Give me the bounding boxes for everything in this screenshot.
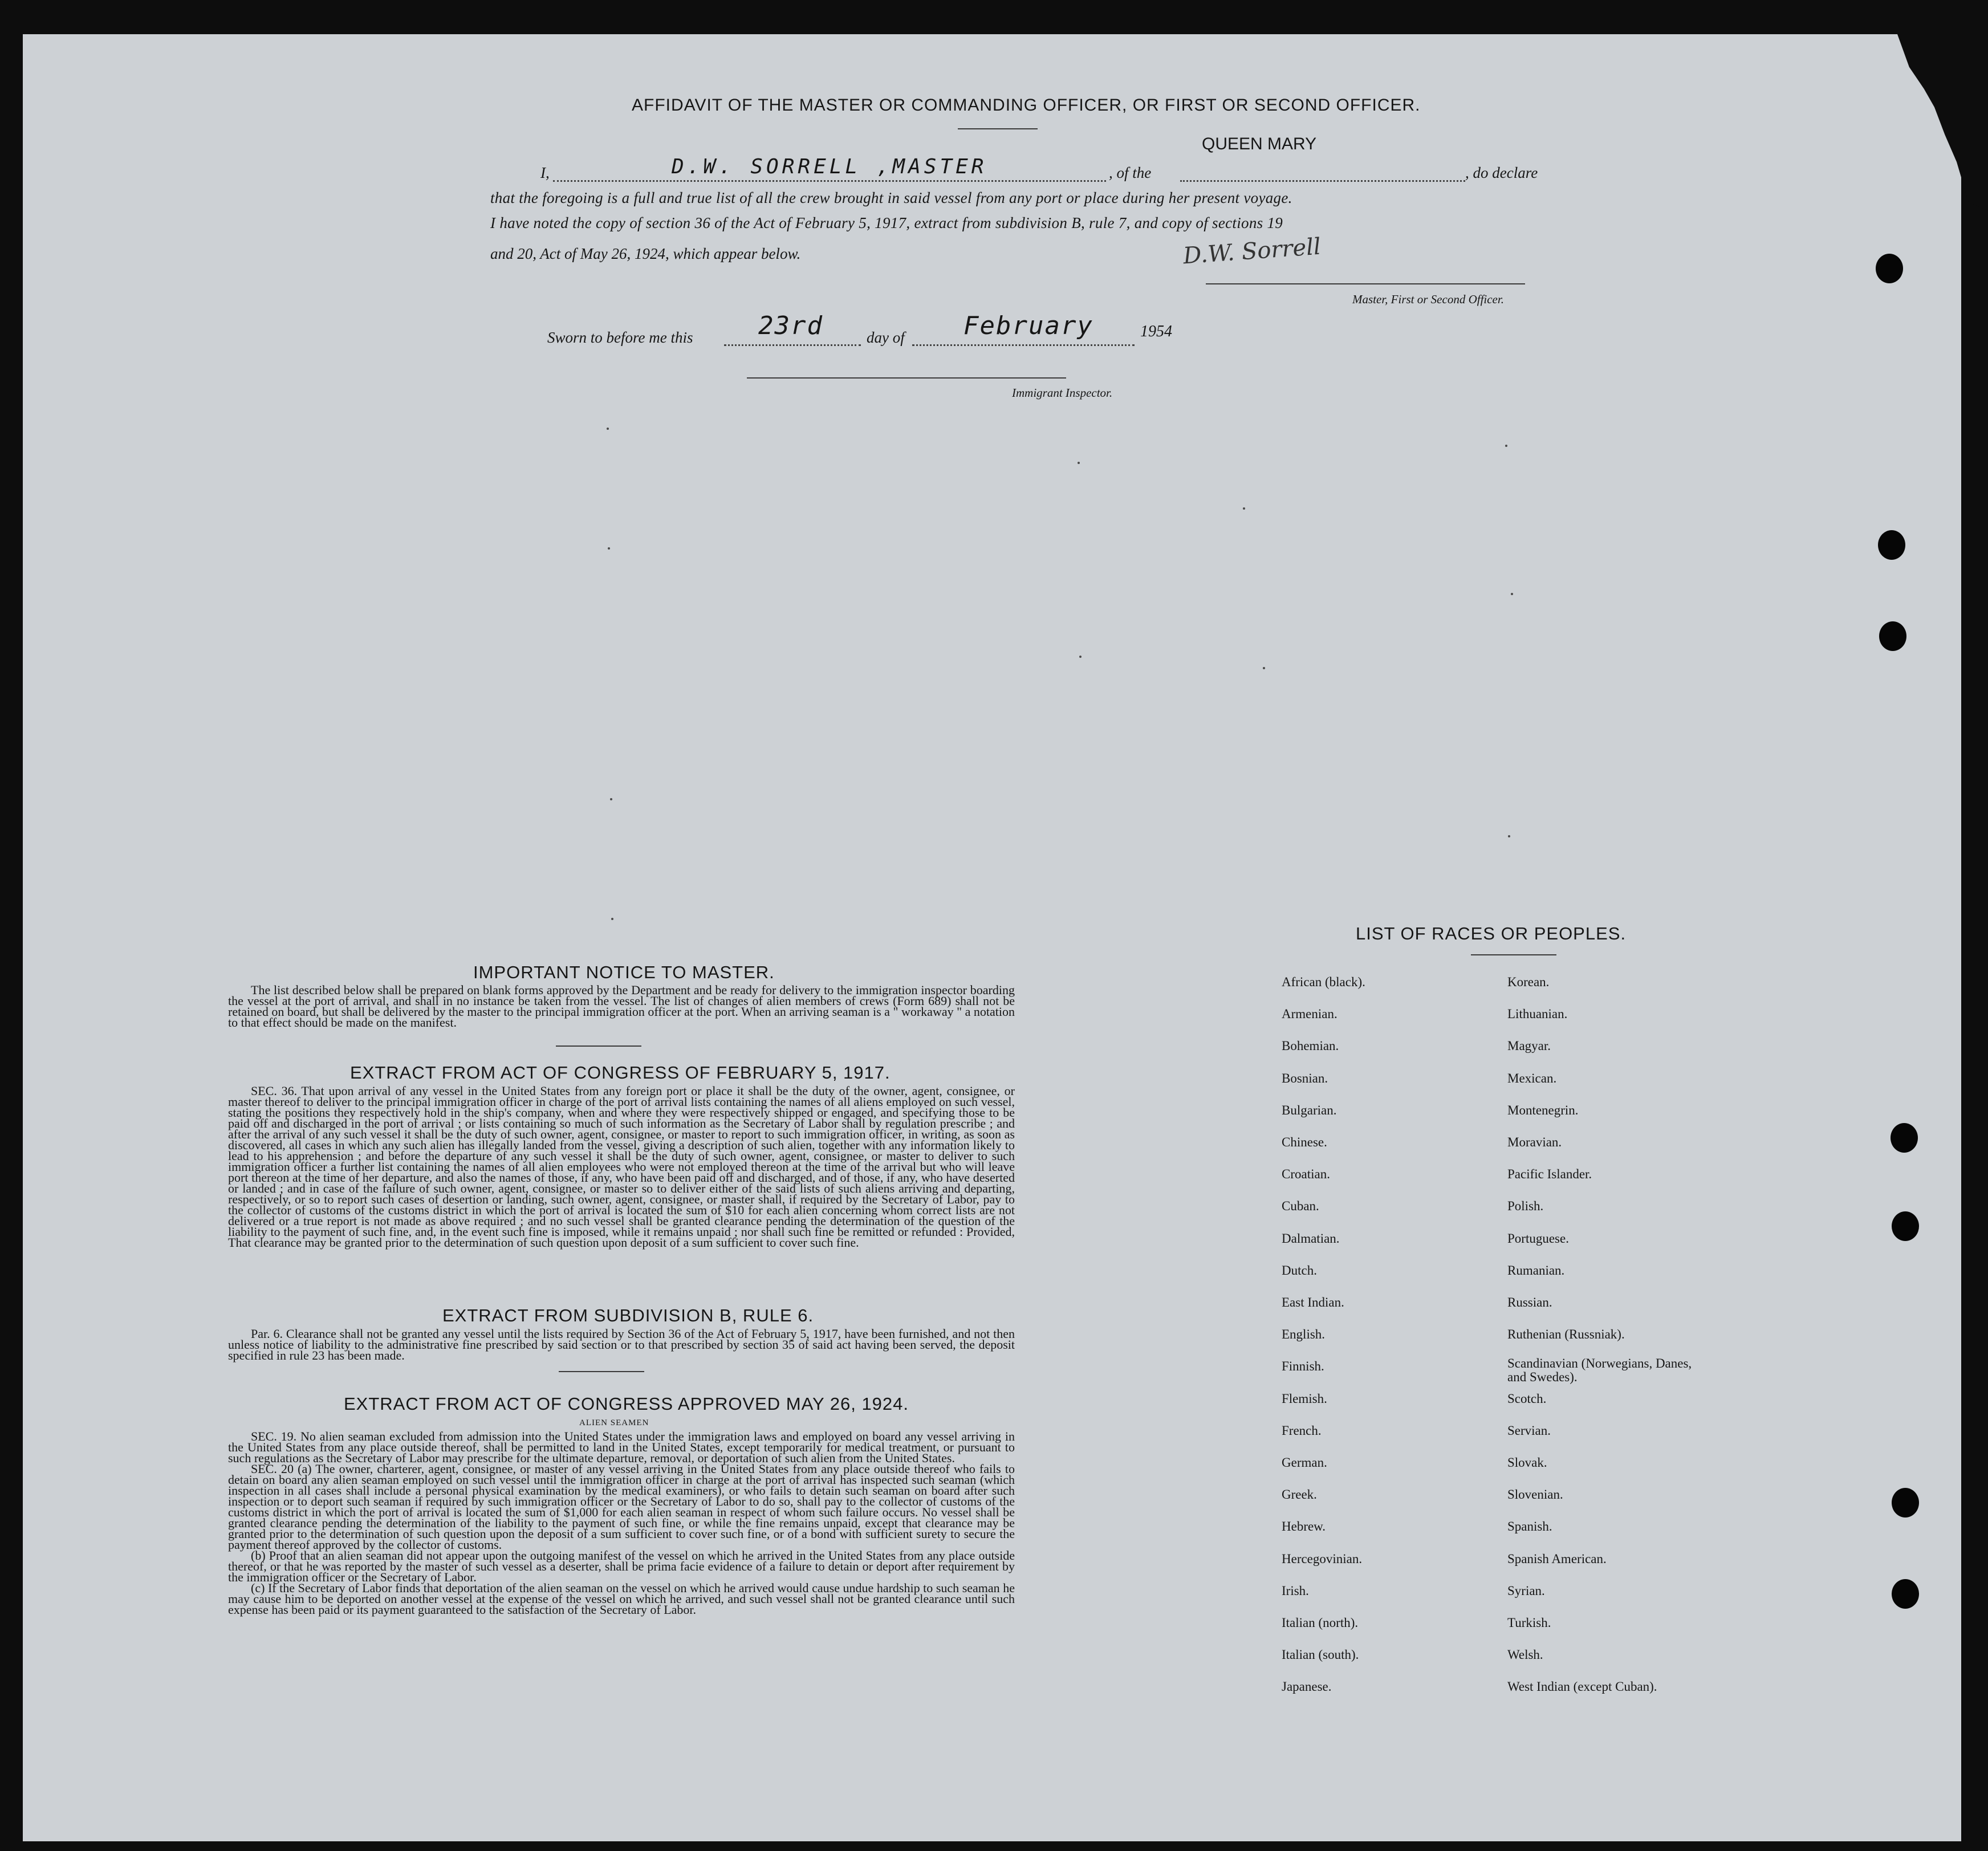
signature-line: [1206, 283, 1525, 284]
sworn-prefix: Sworn to before me this: [547, 329, 693, 346]
race-item: Hebrew.: [1282, 1519, 1326, 1534]
race-item: Montenegrin.: [1507, 1103, 1579, 1117]
signature-caption: Master, First or Second Officer.: [1352, 292, 1504, 306]
officer-name: D.W. SORRELL ,MASTER: [672, 155, 987, 178]
master-signature: D.W. Sorrell: [1182, 233, 1322, 270]
affidavit-heading: AFFIDAVIT OF THE MASTER OR COMMANDING OFFICER, OR FIRST OR SECOND OFFICER.: [632, 96, 1421, 115]
race-item: Welsh.: [1507, 1647, 1543, 1662]
race-item: Moravian.: [1507, 1135, 1562, 1149]
race-item: Polish.: [1507, 1199, 1544, 1214]
race-item: Pacific Islander.: [1507, 1167, 1592, 1182]
race-item: African (black).: [1282, 975, 1365, 989]
race-item: Italian (north).: [1282, 1616, 1359, 1630]
sworn-day: 23rd: [758, 311, 823, 340]
speck: [1511, 593, 1513, 595]
race-item: Bosnian.: [1282, 1071, 1328, 1085]
race-item: French.: [1282, 1423, 1322, 1438]
affidavit-line-3: I have noted the copy of section 36 of the Act of February 5, 1917, extract from subdivision B, rule 7, and copy of sections 19: [490, 214, 1283, 231]
extract-1917-text: SEC. 36. That upon arrival of any vessel in the United States from any foreign port or place it shall be the duty of the owner, agent, consignee, or master thereof to deliver to the principal immigration officer in charge of the port of arrival lists containing the names of all aliens employed on such vessel, stating the positions they respectively hold in the ship's company, when and where they were respectively shipped or engaged, and specifying those to be paid off and discharged in the port of arrival ; or lists containing so much of such information as the Secretary of Labor shall by regulation prescribe ; and after the arrival of any such vessel it shall be the duty of such owner, agent, consignee, or master to report to such immigration officer, in writing, as soon as discovered, all cases in which any such alien has illegally landed from the vessel, giving a description of such alien, together with any information likely to lead to his apprehension ; and before the departure of any such vessel it shall be the duty of such owner, agent, consignee, or master to deliver to such immigration officer a further list containing the names of all alien employees who were not employed thereon at the time of the arrival but who will leave port thereon at the time of her departure, and also the names of those, if any, who have been paid off and discharged, and of those, if any, who have deserted or landed ; and in case of the failure of such owner, agent, consignee, or master so to deliver either of the said lists of such aliens arriving and departing, respectively, or so to report such cases of desertion or landing, such owner, agent, consignee, or master shall, if required by the Secretary of Labor, pay to the collector of customs of the customs district in which the port of arrival is located the sum of $10 for each alien concerning whom correct lists are not delivered or a true report is not made as above required ; and no such vessel shall be granted clearance pending the determination of the question of the liability to the payment of such fine, and, in the event such fine is imposed, while it remains unpaid ; nor shall such fine be remitted or refunded : Provided, That clearance may be granted prior to the determination of such question upon deposit of a sum sufficient to cover such fine.: [228, 1084, 1015, 1250]
speck: [1505, 445, 1507, 447]
race-item: Dalmatian.: [1282, 1231, 1340, 1246]
race-item: Spanish.: [1507, 1519, 1552, 1534]
binder-hole-icon: [1892, 1579, 1919, 1609]
race-item: Turkish.: [1507, 1616, 1551, 1630]
race-item: English.: [1282, 1327, 1326, 1342]
extract-1924-subheading: ALIEN SEAMEN: [579, 1418, 649, 1427]
speck: [1508, 835, 1510, 837]
binder-hole-icon: [1891, 1123, 1918, 1153]
sec-20b-text: (b) Proof that an alien seaman did not appear upon the outgoing manifest of the vessel on which he arrived in the United States from any place outside thereof, or that he was reported by the master of such vessel as a deserter, shall be prima facie evidence of a failure to detain or deport after requirement by the immigration officer or the Secretary of Labor.: [228, 1548, 1015, 1584]
inspector-caption: Immigrant Inspector.: [1012, 386, 1113, 400]
sworn-year: 1954: [1140, 323, 1172, 340]
binder-hole-icon: [1879, 621, 1906, 651]
race-item: Cuban.: [1282, 1199, 1319, 1214]
name-line: [553, 180, 1106, 182]
day-of-label: day of: [867, 329, 905, 346]
race-item: West Indian (except Cuban).: [1507, 1679, 1657, 1694]
speck: [1263, 667, 1265, 669]
section-divider: [556, 1045, 641, 1047]
race-item: Korean.: [1507, 975, 1550, 989]
notice-text: The list described below shall be prepared on blank forms approved by the Department and be ready for delivery to the immigration inspector boarding the vessel at the port of arrival, and shall in no instance be taken from the vessel. The list of changes of alien members of crews (Form 689) shall not be retained on board, but shall be delivered by the master to the principal immigration officer at the port. When an arriving seaman is a " workaway " a notation to that effect should be made on the manifest.: [228, 983, 1015, 1030]
race-item: German.: [1282, 1455, 1327, 1470]
month-line: [912, 344, 1135, 346]
race-item: Japanese.: [1282, 1679, 1332, 1694]
races-divider: [1471, 954, 1556, 955]
race-item: Mexican.: [1507, 1071, 1557, 1085]
race-item: East Indian.: [1282, 1295, 1344, 1309]
race-item: Hercegovinian.: [1282, 1551, 1363, 1566]
speck: [607, 428, 609, 430]
section-divider: [559, 1371, 644, 1372]
race-item: Rumanian.: [1507, 1263, 1565, 1278]
race-item: Dutch.: [1282, 1263, 1317, 1278]
extract-rule6-heading: EXTRACT FROM SUBDIVISION B, RULE 6.: [442, 1305, 814, 1325]
sec-20a-text: SEC. 20 (a) The owner, charterer, agent, consignee, or master of any vessel arriving in the United States from any place outside thereof who fails to detain on board any alien seaman employed on such vessel until the immigration officer in charge at the port of arrival has inspected such seaman (which inspection in all cases shall include a personal physical examination by the medical examiners), or who fails to detain such seaman on board after such inspection or to deport such seaman if required by such immigration officer or the Secretary of Labor to do so, shall pay to the collector of customs of the customs district in which the port of arrival is located the sum of $1,000 for each alien seaman in respect of whom such failure occurs. No vessel shall be granted clearance pending the determination of the liability to the payment of such fine, or while the fine remains unpaid, except that clearance may be granted prior to the determination of such question upon the deposit of a sum sufficient to cover such fine, or of a bond with sufficient surety to secure the payment thereof approved by the collector of customs.: [228, 1462, 1015, 1552]
race-item: Spanish American.: [1507, 1551, 1607, 1566]
notice-heading: IMPORTANT NOTICE TO MASTER.: [473, 962, 775, 982]
affidavit-line-2: that the foregoing is a full and true list of all the crew brought in said vessel from any port or place during her present voyage.: [490, 189, 1292, 206]
speck: [1079, 656, 1082, 658]
race-item: Flemish.: [1282, 1391, 1327, 1406]
extract-1917-heading: EXTRACT FROM ACT OF CONGRESS OF FEBRUARY 5, 1917.: [350, 1063, 891, 1083]
race-item: Scandinavian (Norwegians, Danes, and Swedes).: [1507, 1356, 1692, 1385]
sec-20c-text: (c) If the Secretary of Labor finds that deportation of the alien seaman on the vessel on which he arrived would cause undue hardship to such seaman he may cause him to be deported on another vessel at the expense of the vessel on which he arrived, and such vessel shall not be granted clearance until such expense has been paid or its payment guaranteed to the satisfaction of the Secretary of Labor.: [228, 1581, 1015, 1617]
race-item: Croatian.: [1282, 1167, 1330, 1182]
binder-hole-icon: [1892, 1488, 1919, 1518]
heading-divider: [958, 128, 1038, 129]
race-item: Finnish.: [1282, 1359, 1324, 1374]
speck: [611, 918, 613, 920]
race-item: Slovenian.: [1507, 1487, 1563, 1502]
of-the-label: , of the: [1109, 164, 1152, 181]
race-item: Magyar.: [1507, 1039, 1551, 1053]
speck: [1243, 507, 1245, 510]
do-declare-label: , do declare: [1465, 164, 1538, 181]
race-item: Bulgarian.: [1282, 1103, 1337, 1117]
affidavit-line-4: and 20, Act of May 26, 1924, which appear below.: [490, 245, 801, 262]
races-heading: LIST OF RACES OR PEOPLES.: [1356, 924, 1627, 943]
sworn-month: February: [963, 311, 1093, 340]
i-label: I,: [540, 164, 550, 181]
race-item: Syrian.: [1507, 1583, 1545, 1598]
binder-hole-icon: [1892, 1211, 1919, 1241]
speck: [610, 798, 612, 800]
race-item: Chinese.: [1282, 1135, 1327, 1149]
extract-1924-body: [228, 1431, 1015, 1615]
inspector-line: [747, 377, 1066, 379]
sec-19-text: SEC. 19. No alien seaman excluded from admission into the United States under the immigration laws and employed on board any vessel arriving in the United States from any place outside thereof, shall be permitted to land in the United States, except temporarily for medical treatment, or pursuant to such regulations as the Secretary of Labor may prescribe for the ultimate departure, removal, or deportation of such alien from the United States.: [228, 1429, 1015, 1465]
race-item: Portuguese.: [1507, 1231, 1569, 1246]
race-item: Greek.: [1282, 1487, 1317, 1502]
speck: [608, 547, 610, 550]
race-item: Scotch.: [1507, 1391, 1547, 1406]
race-item: Servian.: [1507, 1423, 1551, 1438]
binder-hole-icon: [1876, 254, 1903, 283]
day-line: [724, 344, 861, 346]
vessel-line: [1180, 180, 1465, 182]
extract-1924-heading: EXTRACT FROM ACT OF CONGRESS APPROVED MAY 26, 1924.: [344, 1394, 909, 1414]
binder-hole-icon: [1878, 530, 1905, 560]
race-item: Slovak.: [1507, 1455, 1547, 1470]
race-item: Armenian.: [1282, 1007, 1337, 1022]
race-item: Ruthenian (Russniak).: [1507, 1327, 1625, 1342]
race-item: Bohemian.: [1282, 1039, 1339, 1053]
race-item: Russian.: [1507, 1295, 1552, 1309]
race-item: Lithuanian.: [1507, 1007, 1568, 1022]
race-item: Irish.: [1282, 1583, 1309, 1598]
extract-rule6-text: Par. 6. Clearance shall not be granted any vessel until the lists required by Section 36 of the Act of February 5, 1917, have been furnished, and not then unless notice of liability to the administrative fine prescribed by said section or to that prescribed by section 35 of said act having been served, the deposit specified in rule 23 has been made.: [228, 1327, 1015, 1362]
speck: [1078, 462, 1080, 464]
vessel-name: QUEEN MARY: [1202, 135, 1317, 153]
race-item: Italian (south).: [1282, 1647, 1359, 1662]
